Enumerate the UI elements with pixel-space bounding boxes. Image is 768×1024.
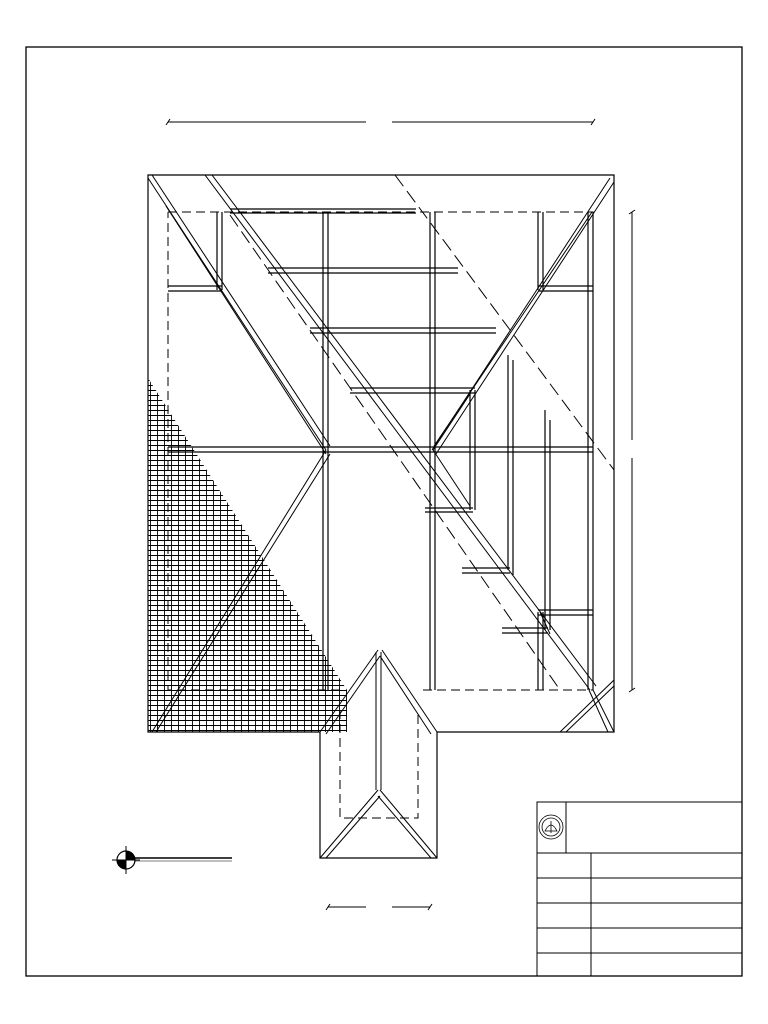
sheet-border <box>26 47 742 976</box>
center-bracing <box>433 394 550 634</box>
dimension-top <box>166 119 595 125</box>
caption-symbol <box>112 846 140 874</box>
dimension-bottom <box>326 904 432 910</box>
dimension-right <box>629 210 635 692</box>
roof-tile-hatch <box>148 378 347 732</box>
university-logo-icon <box>539 815 563 839</box>
title-block <box>537 802 742 976</box>
